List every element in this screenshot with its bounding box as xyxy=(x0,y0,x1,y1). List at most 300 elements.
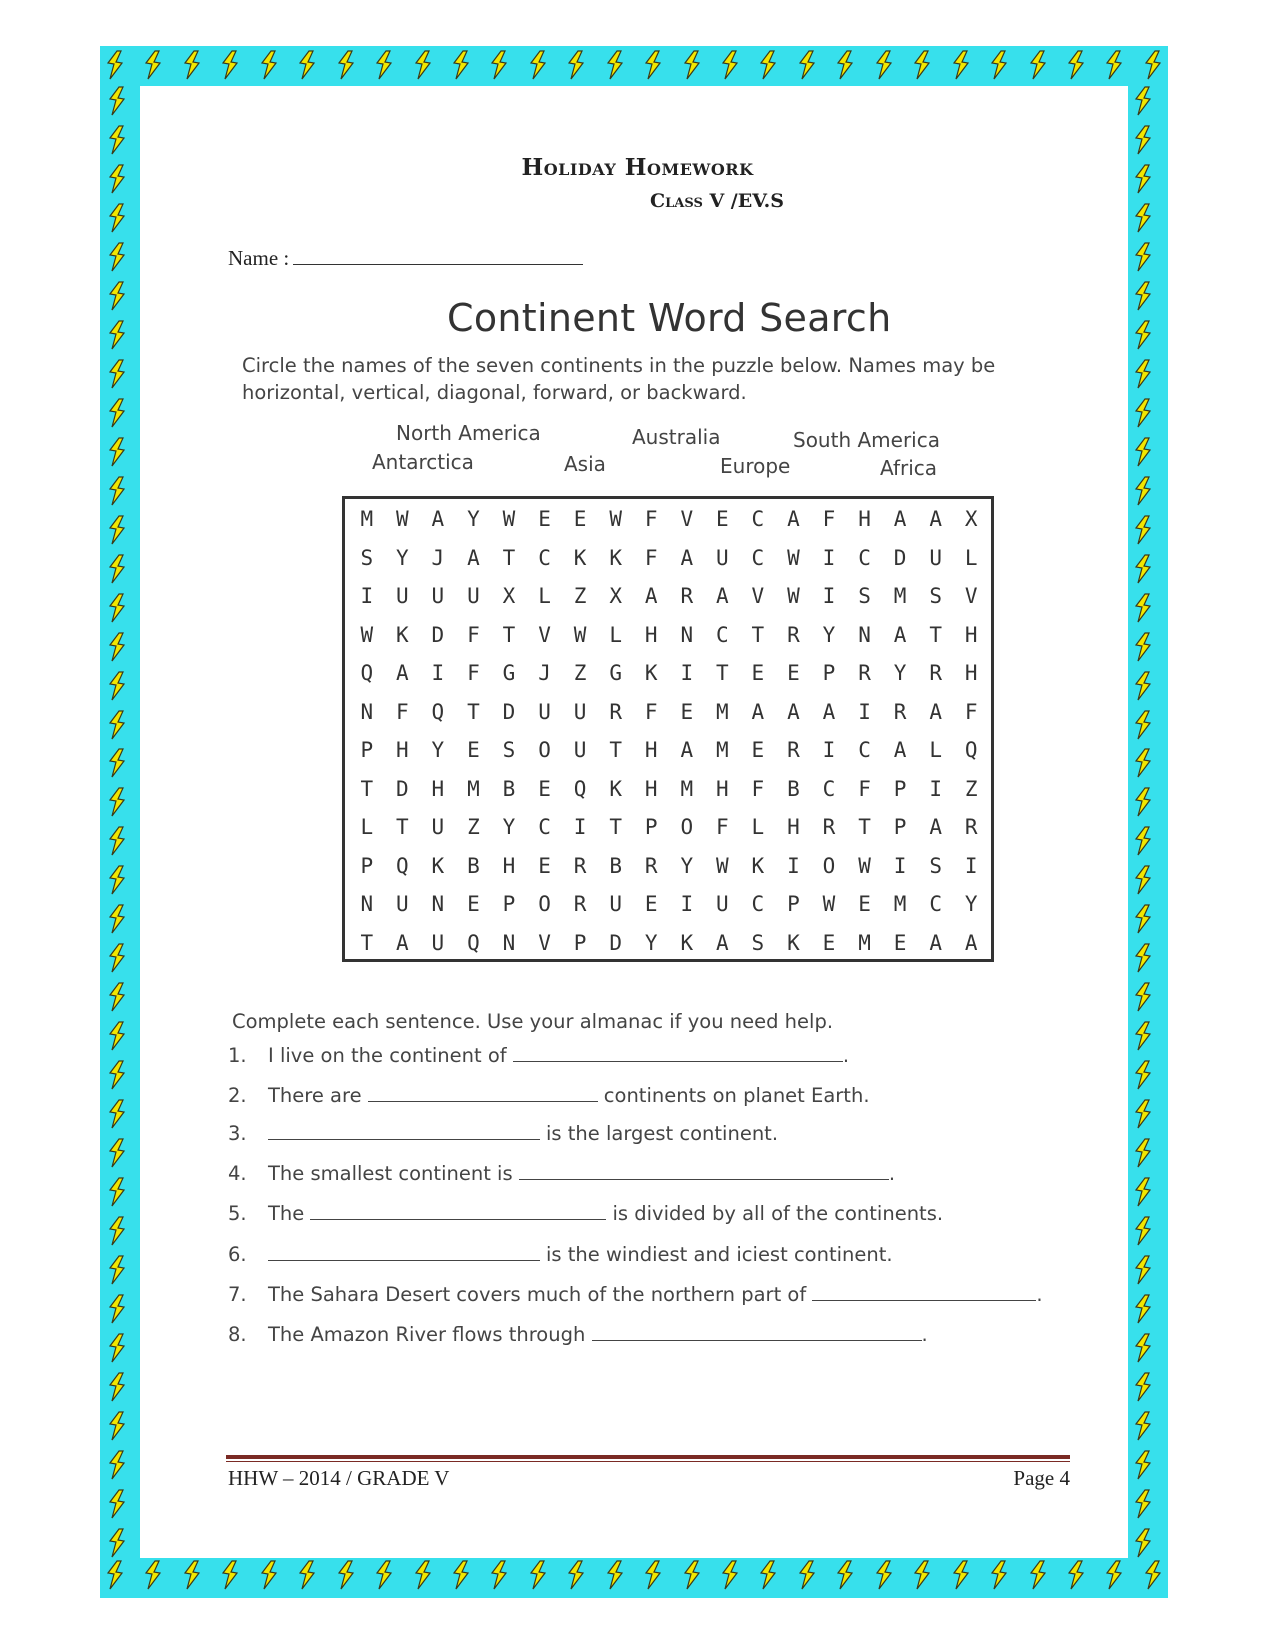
grid-letter[interactable]: I xyxy=(929,776,942,801)
grid-letter[interactable]: P xyxy=(893,815,907,839)
lightning-bolt-icon xyxy=(1132,710,1154,740)
grid-letter[interactable]: L xyxy=(360,815,374,839)
answer-blank[interactable] xyxy=(310,1203,606,1220)
lightning-bolt-icon xyxy=(1132,1099,1154,1129)
grid-letter[interactable]: U xyxy=(396,584,409,608)
grid-letter[interactable]: T xyxy=(360,930,374,955)
grid-letter[interactable]: T xyxy=(929,622,942,647)
grid-letter[interactable]: Q xyxy=(431,699,445,724)
question-item xyxy=(228,1283,1043,1306)
grid-letter[interactable]: P xyxy=(893,776,907,801)
grid-letter[interactable]: U xyxy=(609,892,622,916)
lightning-bolt-icon xyxy=(988,1560,1010,1590)
grid-letter[interactable]: K xyxy=(787,930,800,955)
lightning-bolt-icon xyxy=(106,1099,128,1129)
grid-letter[interactable]: R xyxy=(822,815,836,839)
grid-letter[interactable]: M xyxy=(360,507,374,531)
lightning-bolt-icon xyxy=(719,1560,741,1590)
lightning-bolt-icon xyxy=(1132,943,1154,973)
lightning-bolt-icon xyxy=(106,437,128,467)
grid-letter[interactable]: A xyxy=(929,930,942,955)
grid-letter[interactable]: E xyxy=(644,892,658,916)
lightning-bolt-icon xyxy=(1065,50,1087,80)
lightning-bolt-icon xyxy=(412,50,434,80)
lightning-bolt-icon xyxy=(1103,1560,1125,1590)
lightning-bolt-icon xyxy=(950,50,972,80)
grid-letter[interactable]: R xyxy=(929,661,942,685)
grid-letter[interactable]: U xyxy=(573,738,587,762)
lightning-bolt-icon xyxy=(450,50,472,80)
grid-letter[interactable]: A xyxy=(822,699,836,724)
name-field xyxy=(228,246,583,271)
question-item xyxy=(228,1162,895,1185)
grid-letter[interactable]: A xyxy=(929,699,942,724)
grid-letter[interactable]: E xyxy=(751,661,765,685)
grid-letter[interactable]: M xyxy=(893,584,907,608)
grid-letter[interactable]: W xyxy=(822,892,836,916)
grid-letter[interactable]: D xyxy=(893,545,907,570)
grid-letter[interactable]: T xyxy=(502,622,516,647)
grid-letter[interactable]: V xyxy=(538,622,551,647)
grid-letter[interactable]: R xyxy=(609,699,622,724)
lightning-bolt-icon xyxy=(106,982,128,1012)
grid-letter[interactable]: P xyxy=(360,738,374,762)
answer-blank[interactable] xyxy=(812,1284,1036,1301)
grid-letter[interactable]: A xyxy=(680,545,694,570)
grid-letter[interactable]: A xyxy=(893,738,907,762)
grid-letter[interactable]: B xyxy=(787,776,800,801)
grid-letter[interactable]: I xyxy=(964,853,978,878)
grid-letter[interactable]: L xyxy=(609,622,622,647)
grid-letter[interactable]: S xyxy=(858,584,871,608)
grid-letter[interactable]: A xyxy=(431,507,445,531)
grid-letter[interactable]: F xyxy=(644,699,658,724)
grid-letter[interactable]: A xyxy=(964,930,978,955)
lightning-bolt-icon xyxy=(834,1560,856,1590)
grid-letter[interactable]: N xyxy=(360,699,374,724)
grid-letter[interactable]: N xyxy=(431,892,445,916)
grid-letter[interactable]: H xyxy=(858,507,871,531)
grid-letter[interactable]: V xyxy=(680,507,694,531)
grid-letter[interactable]: R xyxy=(787,738,800,762)
grid-letter[interactable]: A xyxy=(396,661,409,685)
grid-letter[interactable]: A xyxy=(893,507,907,531)
grid-letter[interactable]: T xyxy=(396,815,409,839)
grid-letter[interactable]: A xyxy=(929,507,942,531)
border-left-bolts xyxy=(106,86,138,1558)
grid-letter[interactable]: I xyxy=(858,699,871,724)
grid-letter[interactable]: Y xyxy=(680,853,694,878)
grid-letter[interactable]: U xyxy=(573,699,587,724)
grid-letter[interactable]: H xyxy=(716,776,729,801)
grid-letter[interactable]: H xyxy=(964,661,978,685)
grid-letter[interactable]: U xyxy=(716,545,729,570)
grid-letter[interactable]: M xyxy=(858,930,871,955)
grid-letter[interactable]: Z xyxy=(573,584,587,608)
grid-letter[interactable]: U xyxy=(716,892,729,916)
question-text: There are xyxy=(268,1084,362,1107)
grid-letter[interactable]: W xyxy=(573,622,587,647)
grid-letter[interactable]: I xyxy=(680,892,694,916)
grid-letter[interactable]: Y xyxy=(467,507,480,531)
grid-letter[interactable]: H xyxy=(502,853,516,878)
grid-letter[interactable]: A xyxy=(893,622,907,647)
grid-letter[interactable]: W xyxy=(609,507,622,531)
grid-letter[interactable]: S xyxy=(929,584,942,608)
lightning-bolt-icon xyxy=(106,593,128,623)
grid-letter[interactable]: D xyxy=(396,776,409,801)
grid-letter[interactable]: E xyxy=(467,738,480,762)
lightning-bolt-icon xyxy=(106,904,128,934)
lightning-bolt-icon xyxy=(106,125,128,155)
grid-letter[interactable]: B xyxy=(502,776,516,801)
grid-letter[interactable]: N xyxy=(680,622,694,647)
grid-letter[interactable]: A xyxy=(751,699,765,724)
answer-blank[interactable] xyxy=(368,1085,598,1102)
grid-letter[interactable]: K xyxy=(609,545,622,570)
grid-letter[interactable]: D xyxy=(609,930,622,955)
grid-letter[interactable]: E xyxy=(893,930,907,955)
name-blank-line[interactable] xyxy=(293,246,583,265)
grid-letter[interactable]: S xyxy=(360,545,374,570)
grid-letter[interactable]: W xyxy=(360,622,374,647)
lightning-bolt-icon xyxy=(258,50,280,80)
grid-letter[interactable]: M xyxy=(893,892,907,916)
word-bank-item: Australia xyxy=(632,425,721,449)
grid-letter[interactable]: Q xyxy=(360,661,374,685)
grid-letter[interactable]: C xyxy=(538,815,551,839)
grid-letter[interactable]: E xyxy=(573,507,587,531)
grid-letter[interactable]: O xyxy=(538,738,551,762)
grid-letter[interactable]: I xyxy=(787,853,800,878)
answer-blank[interactable] xyxy=(268,1244,540,1261)
grid-letter[interactable]: P xyxy=(502,892,516,916)
grid-letter[interactable]: L xyxy=(538,584,551,608)
lightning-bolt-icon xyxy=(1132,398,1154,428)
question-number: 8. xyxy=(228,1323,247,1346)
lightning-bolt-icon xyxy=(1132,86,1154,116)
lightning-bolt-icon xyxy=(106,359,128,389)
grid-letter[interactable]: H xyxy=(644,776,658,801)
class-subtitle: Class V /EV.S xyxy=(650,190,784,212)
grid-letter[interactable]: P xyxy=(573,930,587,955)
grid-letter[interactable]: W xyxy=(787,584,800,608)
footer-rule xyxy=(226,1455,1070,1459)
grid-letter[interactable]: I xyxy=(573,815,587,839)
grid-letter[interactable]: C xyxy=(751,545,765,570)
grid-letter[interactable]: E xyxy=(680,699,694,724)
grid-letter[interactable]: M xyxy=(467,776,480,801)
grid-letter[interactable]: E xyxy=(538,507,551,531)
grid-letter[interactable]: X xyxy=(609,584,622,608)
grid-letter[interactable]: A xyxy=(716,584,729,608)
grid-letter[interactable]: C xyxy=(538,545,551,570)
grid-letter[interactable]: S xyxy=(751,930,765,955)
grid-letter[interactable]: U xyxy=(396,892,409,916)
grid-letter[interactable]: C xyxy=(751,507,765,531)
grid-letter[interactable]: V xyxy=(751,584,765,608)
grid-letter[interactable]: E xyxy=(787,661,800,685)
grid-letter[interactable]: B xyxy=(609,853,622,878)
lightning-bolt-icon xyxy=(181,50,203,80)
lightning-bolt-icon xyxy=(104,50,126,80)
lightning-bolt-icon xyxy=(106,943,128,973)
grid-letter[interactable]: U xyxy=(431,815,445,839)
grid-letter[interactable]: Y xyxy=(431,738,445,762)
grid-letter[interactable]: C xyxy=(858,545,871,570)
grid-letter[interactable]: P xyxy=(822,661,836,685)
grid-letter[interactable]: H xyxy=(964,622,978,647)
grid-letter[interactable]: H xyxy=(396,738,409,762)
grid-letter[interactable]: R xyxy=(964,815,978,839)
grid-letter[interactable]: D xyxy=(431,622,445,647)
grid-letter[interactable]: W xyxy=(502,507,516,531)
grid-letter[interactable]: T xyxy=(360,776,374,801)
lightning-bolt-icon xyxy=(1132,1489,1154,1519)
grid-letter[interactable]: Y xyxy=(502,815,516,839)
lightning-bolt-icon xyxy=(796,1560,818,1590)
grid-letter[interactable]: K xyxy=(396,622,409,647)
grid-letter[interactable]: J xyxy=(538,661,551,685)
lightning-bolt-icon xyxy=(1132,476,1154,506)
lightning-bolt-icon xyxy=(106,515,128,545)
grid-letter[interactable]: I xyxy=(822,545,836,570)
lightning-bolt-icon xyxy=(796,50,818,80)
grid-letter[interactable]: K xyxy=(751,853,765,878)
grid-letter[interactable]: W xyxy=(858,853,871,878)
grid-letter[interactable]: Q xyxy=(573,776,587,801)
lightning-bolt-icon xyxy=(106,1177,128,1207)
grid-letter[interactable]: T xyxy=(467,699,480,724)
grid-letter[interactable]: R xyxy=(680,584,694,608)
grid-letter[interactable]: M xyxy=(716,738,729,762)
grid-letter[interactable]: Y xyxy=(396,545,409,570)
grid-letter[interactable]: A xyxy=(716,930,729,955)
grid-letter[interactable]: A xyxy=(787,507,800,531)
grid-letter[interactable]: U xyxy=(431,584,445,608)
answer-blank[interactable] xyxy=(592,1324,922,1341)
lightning-bolt-icon xyxy=(527,50,549,80)
lightning-bolt-icon xyxy=(1132,1372,1154,1402)
grid-letter[interactable]: M xyxy=(716,699,729,724)
grid-letter[interactable]: X xyxy=(964,507,978,531)
grid-letter[interactable]: F xyxy=(644,507,658,531)
grid-letter[interactable]: R xyxy=(787,622,800,647)
question-text-after: is the largest continent. xyxy=(546,1122,779,1145)
grid-letter[interactable]: F xyxy=(964,699,978,724)
grid-letter[interactable]: P xyxy=(360,853,374,878)
grid-letter[interactable]: S xyxy=(502,738,516,762)
grid-letter[interactable]: S xyxy=(929,853,942,878)
lightning-bolt-icon xyxy=(106,203,128,233)
grid-letter[interactable]: F xyxy=(858,776,871,801)
grid-letter[interactable]: T xyxy=(609,815,622,839)
grid-letter[interactable]: W xyxy=(787,545,800,570)
grid-letter[interactable]: T xyxy=(858,815,871,839)
grid-letter[interactable]: E xyxy=(858,892,871,916)
grid-letter[interactable]: Q xyxy=(396,853,409,878)
word-bank-item: South America xyxy=(793,428,940,452)
border-right-bolts xyxy=(1132,86,1164,1558)
grid-letter[interactable]: I xyxy=(360,584,374,608)
grid-letter[interactable]: C xyxy=(858,738,871,762)
grid-letter[interactable]: F xyxy=(822,507,836,531)
grid-letter[interactable]: O xyxy=(680,815,694,839)
lightning-bolt-icon xyxy=(181,1560,203,1590)
grid-letter[interactable]: Q xyxy=(467,930,480,955)
lightning-bolt-icon xyxy=(873,50,895,80)
grid-letter[interactable]: L xyxy=(964,545,978,570)
lightning-bolt-icon xyxy=(1132,1216,1154,1246)
grid-letter[interactable]: B xyxy=(467,853,480,878)
grid-letter[interactable]: D xyxy=(502,699,516,724)
grid-letter[interactable]: Z xyxy=(467,815,480,839)
grid-letter[interactable]: R xyxy=(893,699,907,724)
grid-letter[interactable]: U xyxy=(467,584,480,608)
grid-letter[interactable]: L xyxy=(751,815,765,839)
grid-letter[interactable]: T xyxy=(609,738,622,762)
grid-letter[interactable]: R xyxy=(573,853,587,878)
grid-letter[interactable]: A xyxy=(787,699,800,724)
grid-letter[interactable]: F xyxy=(716,815,729,839)
grid-letter[interactable]: E xyxy=(538,853,551,878)
grid-letter[interactable]: H xyxy=(644,738,658,762)
grid-letter[interactable]: F xyxy=(751,776,765,801)
grid-letter[interactable]: H xyxy=(644,622,658,647)
grid-letter[interactable]: G xyxy=(609,661,622,685)
grid-letter[interactable]: Z xyxy=(573,661,587,685)
lightning-bolt-icon xyxy=(106,748,128,778)
grid-letter[interactable]: H xyxy=(787,815,800,839)
grid-letter[interactable]: F xyxy=(467,661,480,685)
grid-letter[interactable]: H xyxy=(431,776,445,801)
grid-letter[interactable]: T xyxy=(502,545,516,570)
lightning-bolt-icon xyxy=(106,1333,128,1363)
lightning-bolt-icon xyxy=(681,50,703,80)
grid-letter[interactable]: P xyxy=(644,815,658,839)
grid-letter[interactable]: A xyxy=(644,584,658,608)
grid-letter[interactable]: V xyxy=(538,930,551,955)
grid-letter[interactable]: U xyxy=(929,545,942,570)
question-text-after: is the windiest and iciest continent. xyxy=(546,1243,893,1266)
grid-letter[interactable]: E xyxy=(822,930,836,955)
lightning-bolt-icon xyxy=(450,1560,472,1590)
grid-letter[interactable]: T xyxy=(716,661,729,685)
grid-letter[interactable]: C xyxy=(751,892,765,916)
grid-letter[interactable]: I xyxy=(822,738,836,762)
grid-letter[interactable]: J xyxy=(431,545,445,570)
lightning-bolt-icon xyxy=(258,1560,280,1590)
question-number: 5. xyxy=(228,1202,247,1225)
grid-letter[interactable]: W xyxy=(716,853,729,878)
grid-letter[interactable]: W xyxy=(396,507,409,531)
lightning-bolt-icon xyxy=(1132,1450,1154,1480)
question-text: The Sahara Desert covers much of the northern part of xyxy=(268,1283,807,1306)
lightning-bolt-icon xyxy=(1132,865,1154,895)
grid-letter[interactable]: L xyxy=(929,738,942,762)
grid-letter[interactable]: K xyxy=(431,853,445,878)
grid-letter[interactable]: X xyxy=(502,584,516,608)
grid-letter[interactable]: G xyxy=(502,661,516,685)
grid-letter[interactable]: K xyxy=(609,776,622,801)
grid-letter[interactable]: A xyxy=(396,930,409,955)
grid-letter[interactable]: Y xyxy=(822,622,836,647)
grid-letter[interactable]: Q xyxy=(964,738,978,762)
grid-letter[interactable]: A xyxy=(680,738,694,762)
lightning-bolt-icon xyxy=(1132,904,1154,934)
grid-letter[interactable]: V xyxy=(964,584,978,608)
question-item xyxy=(228,1243,893,1266)
grid-letter[interactable]: F xyxy=(644,545,658,570)
grid-letter[interactable]: Y xyxy=(964,892,978,916)
grid-letter[interactable]: I xyxy=(431,661,445,685)
grid-letter[interactable]: T xyxy=(751,622,765,647)
grid-letter[interactable]: I xyxy=(822,584,836,608)
lightning-bolt-icon xyxy=(604,50,626,80)
grid-letter[interactable]: C xyxy=(929,892,942,916)
lightning-bolt-icon xyxy=(106,1411,128,1441)
answer-blank[interactable] xyxy=(513,1045,843,1062)
grid-letter[interactable]: O xyxy=(538,892,551,916)
grid-letter[interactable]: U xyxy=(538,699,551,724)
grid-letter[interactable]: O xyxy=(822,853,836,878)
grid-letter[interactable]: A xyxy=(929,815,942,839)
grid-letter[interactable]: E xyxy=(751,738,765,762)
grid-letter[interactable]: E xyxy=(467,892,480,916)
lightning-bolt-icon xyxy=(106,1528,128,1558)
lightning-bolt-icon xyxy=(106,826,128,856)
lightning-bolt-icon xyxy=(1027,50,1049,80)
grid-letter[interactable]: N xyxy=(858,622,871,647)
lightning-bolt-icon xyxy=(142,1560,164,1590)
lightning-bolt-icon xyxy=(1132,826,1154,856)
grid-letter[interactable]: R xyxy=(858,661,871,685)
grid-letter[interactable]: A xyxy=(467,545,480,570)
lightning-bolt-icon xyxy=(1132,1021,1154,1051)
grid-letter[interactable]: Z xyxy=(964,776,978,801)
grid-letter[interactable]: Y xyxy=(644,930,658,955)
grid-letter[interactable]: C xyxy=(716,622,729,647)
grid-letter[interactable]: M xyxy=(680,776,694,801)
grid-letter[interactable]: N xyxy=(360,892,374,916)
lightning-bolt-icon xyxy=(373,1560,395,1590)
grid-letter[interactable]: P xyxy=(787,892,800,916)
word-bank-item: Antarctica xyxy=(372,450,474,474)
lightning-bolt-icon xyxy=(1132,1060,1154,1090)
grid-letter[interactable]: E xyxy=(538,776,551,801)
grid-letter[interactable]: I xyxy=(680,661,694,685)
grid-letter[interactable]: F xyxy=(467,622,480,647)
answer-blank[interactable] xyxy=(268,1123,540,1140)
lightning-bolt-icon xyxy=(488,1560,510,1590)
grid-letter[interactable]: K xyxy=(644,661,658,685)
grid-letter[interactable]: R xyxy=(573,892,587,916)
grid-letter[interactable]: C xyxy=(822,776,836,801)
question-text-after: . xyxy=(888,1162,896,1185)
grid-letter[interactable]: K xyxy=(573,545,587,570)
grid-letter[interactable]: I xyxy=(893,853,907,878)
lightning-bolt-icon xyxy=(642,50,664,80)
grid-letter[interactable]: E xyxy=(716,507,729,531)
grid-letter[interactable]: U xyxy=(431,930,445,955)
grid-letter[interactable]: K xyxy=(680,930,694,955)
answer-blank[interactable] xyxy=(519,1163,889,1180)
grid-letter[interactable]: F xyxy=(396,699,409,724)
grid-letter[interactable]: N xyxy=(502,930,516,955)
lightning-bolt-icon xyxy=(527,1560,549,1590)
grid-letter[interactable]: R xyxy=(644,853,658,878)
grid-letter[interactable]: Y xyxy=(893,661,907,685)
